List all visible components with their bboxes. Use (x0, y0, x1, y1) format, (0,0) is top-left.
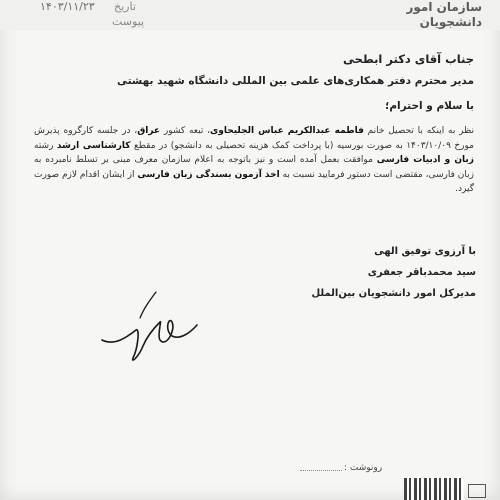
body-text: رشته (34, 140, 57, 151)
handwritten-signature (100, 278, 200, 368)
letter-date: ۱۴۰۳/۱۱/۲۳ (40, 0, 95, 13)
copy-line (300, 470, 342, 471)
closing-block (226, 246, 476, 309)
attachment-label: پیوست (112, 15, 145, 28)
logo-line-2: دانشجویان (419, 15, 482, 29)
date-label: تاریخ (114, 0, 136, 13)
logo-line-1: سازمان امور (406, 0, 482, 14)
country: عراق (137, 126, 161, 136)
recipient-title: مدیر محترم دفتر همکاری‌های علمی بین المللی دانشگاه شهید بهشتی (117, 75, 474, 87)
letter-body (34, 124, 474, 197)
organization-logo (302, 0, 482, 30)
recipient-block (44, 52, 474, 87)
body-text: ، تبعه کشور (160, 126, 211, 136)
signer-name: سید محمدباقر جعفری (367, 267, 476, 278)
footer-mark (468, 484, 486, 498)
body-text: ، در جلسه کارگروه پذیرش مورخ ۱۴۰۳/۱۰/۰۹ به صورت بورسیه (با پرداخت کمک هزینه تحصیلی به دانشجو) در مقطع (34, 126, 474, 151)
body-text: از ایشان اقدام لازم صورت گیرد. (34, 169, 474, 194)
copy-label: رونوشت : (344, 463, 383, 473)
signer-position: مدیرکل امور دانشجویان بین‌الملل (311, 288, 476, 299)
salutation: با سلام و احترام؛ (385, 100, 474, 112)
body-text: نظر به اینکه با تحصیل خانم (363, 126, 474, 136)
closing-wish: با آرزوی توفیق الهی (374, 246, 476, 257)
barcode (404, 478, 464, 500)
recipient-name: جناب آقای دکتر ابطحی (342, 52, 474, 66)
degree: کارشناسی ارشد (56, 140, 131, 151)
body-text: موافقت بعمل آمده است و نیز باتوجه به اعلام سازمان معرف مبنی بر تسلط نامبرده به زبان فارسی، مقتضی است دستور فرمایید نسبت به (34, 155, 475, 180)
student-name: فاطمه عبدالکریم عباس الجلیحاوی (210, 126, 364, 136)
field-of-study: زبان و ادبیات فارسی (376, 155, 474, 165)
exam-name: اخذ آزمون بسندگی زبان فارسی (137, 169, 280, 180)
